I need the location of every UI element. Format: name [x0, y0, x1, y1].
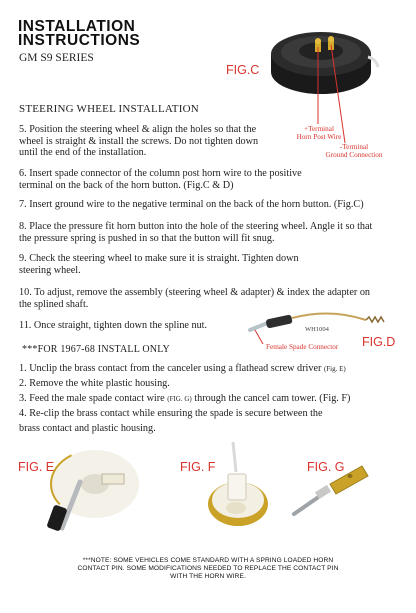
step-8-line1: 8. Place the pressure fit horn button into the hole of the steering wheel. Angle it so that [19, 221, 373, 232]
step-6-line2: terminal on the back of the horn button. (Fig.C & D) [19, 179, 234, 191]
part-code: WH1004 [305, 326, 329, 333]
fig-e-label: FIG. E [18, 460, 55, 474]
install-step-2-text: 2. Remove the white plastic housing. [19, 378, 170, 389]
note-line3: WITH THE HORN WIRE. [170, 573, 246, 580]
fig-g-label: FIG. G [307, 460, 345, 474]
install-step-3-text: 3. Feed the male spade contact wire [19, 393, 168, 404]
install-step-3-tail: through the cancel cam tower. (Fig. F) [191, 393, 351, 404]
canceler-screwdriver-image [40, 446, 140, 528]
note-line2: CONTACT PIN. SOME MODIFICATIONS NEEDED TO REPLACE THE CONTACT PIN [77, 565, 339, 572]
note [30, 557, 386, 581]
fig-c-label: FIG.C [226, 63, 260, 77]
step-5-line2: wheel is straight & install the screws. Do not tighten down [19, 135, 259, 147]
install-heading: ***FOR 1967-68 INSTALL ONLY [22, 344, 170, 355]
series-label: GM S9 SERIES [19, 52, 94, 64]
section-title: STEERING WHEEL INSTALLATION [19, 103, 199, 115]
step-5-line3: until the end of the installation. [19, 147, 147, 158]
positive-terminal-line2: Horn Post Wire [296, 133, 342, 141]
install-step-2 [19, 378, 411, 390]
step-5-line1: 5. Position the steering wheel & align the holes so that the [19, 124, 257, 135]
female-spade-label: Female Spade Connector [266, 343, 339, 351]
fig-f-label: FIG. F [180, 460, 216, 474]
install-step-1-ref: (Fig. E) [323, 365, 346, 373]
step-10-line2: the splined shaft. [19, 298, 89, 310]
note-line1: ***NOTE: SOME VEHICLES COME STANDARD WITH A SPRING LOADED HORN [82, 557, 334, 564]
step-8-line2: the pressure spring is pushed in so that the button will fit snug. [19, 232, 275, 244]
step-6-line1: 6. Insert spade connector of the column post horn wire to the positive [19, 168, 302, 179]
install-step-1-text: 1. Unclip the brass contact from the canceler using a flathead screw driver [19, 363, 324, 374]
cancel-cam-tower-image [200, 442, 272, 532]
install-step-3 [19, 393, 413, 406]
positive-terminal-line1: +Terminal [304, 125, 334, 133]
step-9-line1: 9. Check the steering wheel to make sure it is straight. Tighten down [19, 253, 299, 264]
negative-terminal-line1: -Terminal [339, 143, 369, 151]
negative-terminal-line2: Ground Connection [325, 151, 383, 159]
fig-d-label: FIG.D [362, 335, 396, 349]
install-step-1 [19, 363, 411, 376]
step-10-line1: 10. To adjust, remove the assembly (steering wheel & adapter) & index the adapter on [19, 287, 371, 298]
step-9-line2: steering wheel. [19, 264, 81, 276]
title-line-1: INSTALLATION [18, 18, 136, 35]
install-step-4-line1: 4. Re-clip the brass contact while ensuring the spade is secure between the [19, 408, 323, 419]
install-step-4 [19, 408, 411, 434]
step-11-line1: 11. Once straight, tighten down the spline nut. [19, 320, 208, 331]
title-line-2: INSTRUCTIONS [18, 32, 141, 49]
step-7-line1: 7. Insert ground wire to the negative terminal on the back of the horn button. (Fig.C) [19, 199, 364, 210]
install-step-3-ref: (FIG. G) [167, 395, 192, 403]
male-spade-image [290, 468, 390, 518]
install-step-4-line2: brass contact and plastic housing. [19, 422, 156, 434]
